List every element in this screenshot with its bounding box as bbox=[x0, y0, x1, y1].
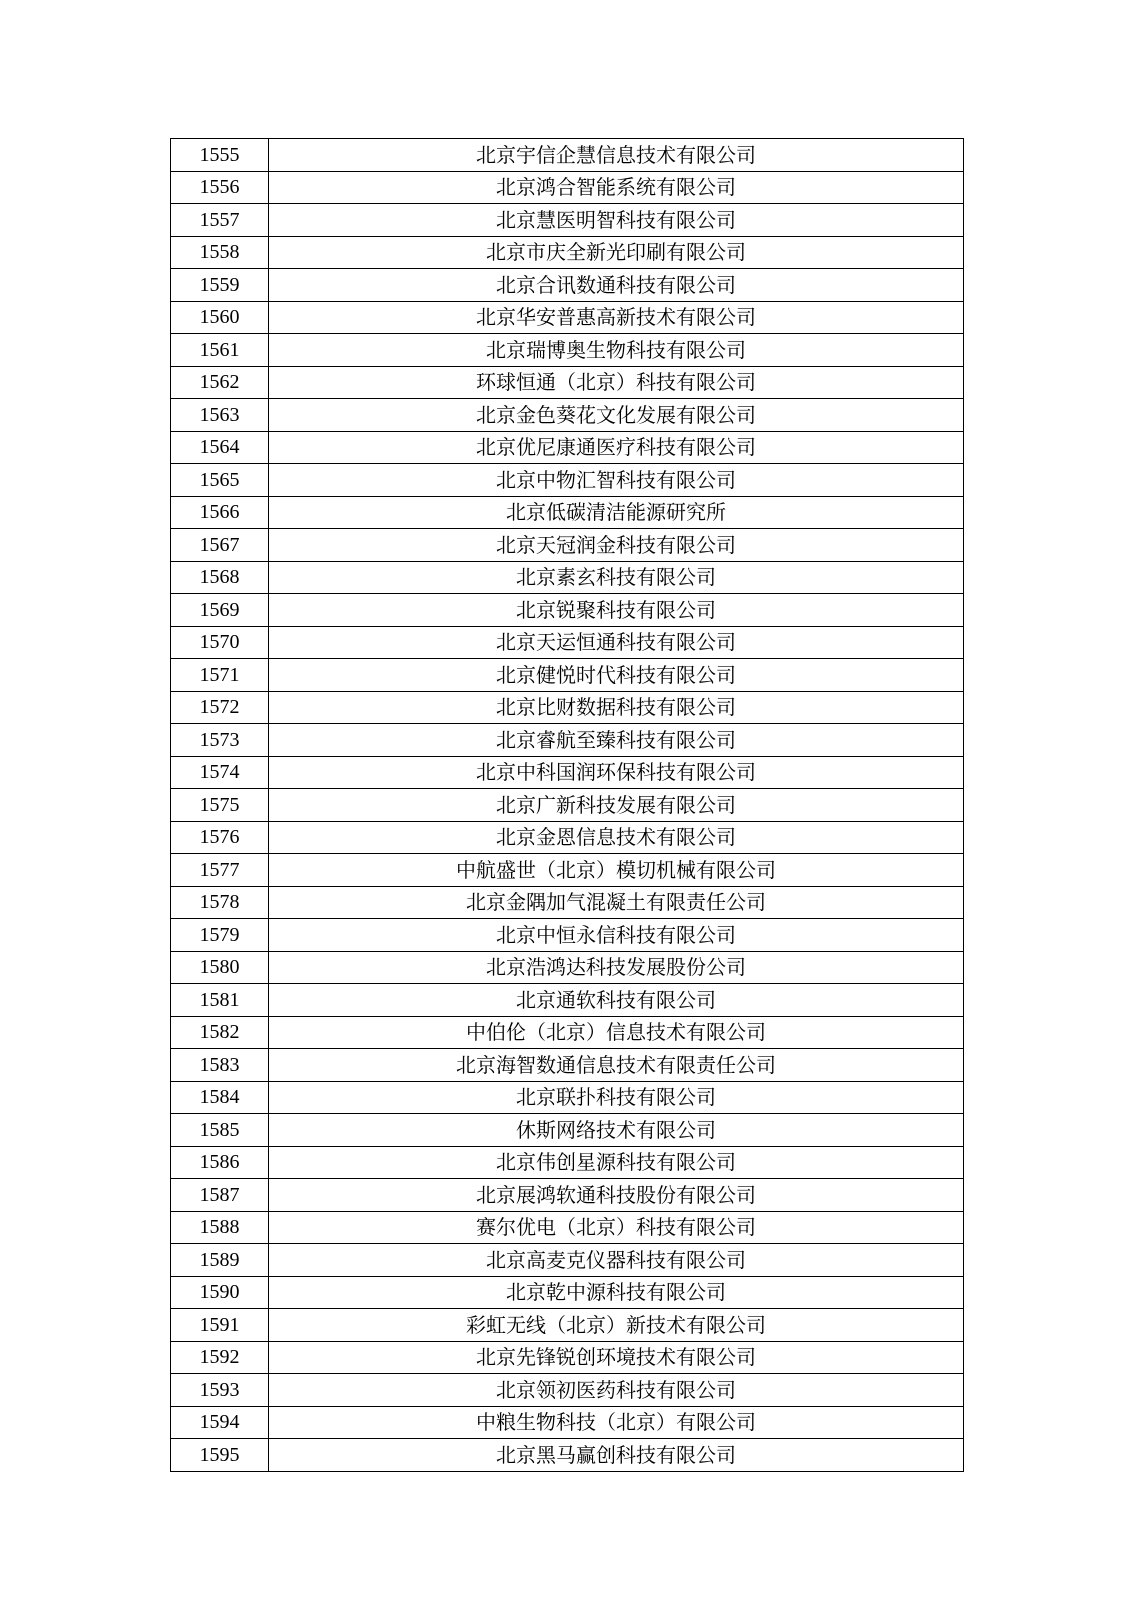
row-number-cell: 1569 bbox=[171, 594, 269, 627]
table-row bbox=[171, 204, 964, 237]
table-row bbox=[171, 691, 964, 724]
table-row bbox=[171, 139, 964, 172]
row-number-cell: 1588 bbox=[171, 1211, 269, 1244]
table-row bbox=[171, 334, 964, 367]
table-row bbox=[171, 821, 964, 854]
company-name-cell: 环球恒通（北京）科技有限公司 bbox=[269, 366, 964, 399]
table-row bbox=[171, 464, 964, 497]
row-number-cell: 1568 bbox=[171, 561, 269, 594]
row-number-cell: 1578 bbox=[171, 886, 269, 919]
row-number-cell: 1589 bbox=[171, 1244, 269, 1277]
company-name-cell: 中航盛世（北京）模切机械有限公司 bbox=[269, 854, 964, 887]
table-row bbox=[171, 594, 964, 627]
row-number-cell: 1595 bbox=[171, 1439, 269, 1472]
company-name-cell: 北京华安普惠高新技术有限公司 bbox=[269, 301, 964, 334]
company-name-cell: 北京鸿合智能系统有限公司 bbox=[269, 171, 964, 204]
row-number-cell: 1579 bbox=[171, 919, 269, 952]
company-list-table bbox=[170, 138, 964, 1472]
table-row bbox=[171, 1341, 964, 1374]
table-row bbox=[171, 854, 964, 887]
company-name-cell: 北京合讯数通科技有限公司 bbox=[269, 269, 964, 302]
row-number-cell: 1586 bbox=[171, 1146, 269, 1179]
table-row bbox=[171, 659, 964, 692]
row-number-cell: 1592 bbox=[171, 1341, 269, 1374]
company-name-cell: 北京金恩信息技术有限公司 bbox=[269, 821, 964, 854]
company-name-cell: 北京金隅加气混凝土有限责任公司 bbox=[269, 886, 964, 919]
table-row bbox=[171, 1049, 964, 1082]
company-name-cell: 彩虹无线（北京）新技术有限公司 bbox=[269, 1309, 964, 1342]
row-number-cell: 1575 bbox=[171, 789, 269, 822]
row-number-cell: 1562 bbox=[171, 366, 269, 399]
table-row bbox=[171, 1211, 964, 1244]
table-row bbox=[171, 1406, 964, 1439]
row-number-cell: 1594 bbox=[171, 1406, 269, 1439]
row-number-cell: 1555 bbox=[171, 139, 269, 172]
company-name-cell: 北京中恒永信科技有限公司 bbox=[269, 919, 964, 952]
row-number-cell: 1591 bbox=[171, 1309, 269, 1342]
table-row bbox=[171, 886, 964, 919]
row-number-cell: 1571 bbox=[171, 659, 269, 692]
company-name-cell: 北京素玄科技有限公司 bbox=[269, 561, 964, 594]
company-name-cell: 北京健悦时代科技有限公司 bbox=[269, 659, 964, 692]
company-name-cell: 北京瑞博奥生物科技有限公司 bbox=[269, 334, 964, 367]
table-row bbox=[171, 1276, 964, 1309]
row-number-cell: 1556 bbox=[171, 171, 269, 204]
table-row bbox=[171, 984, 964, 1017]
company-name-cell: 北京慧医明智科技有限公司 bbox=[269, 204, 964, 237]
row-number-cell: 1559 bbox=[171, 269, 269, 302]
table-row bbox=[171, 1114, 964, 1147]
company-name-cell: 北京通软科技有限公司 bbox=[269, 984, 964, 1017]
company-name-cell: 中伯伦（北京）信息技术有限公司 bbox=[269, 1016, 964, 1049]
table-row bbox=[171, 724, 964, 757]
company-name-cell: 北京市庆全新光印刷有限公司 bbox=[269, 236, 964, 269]
company-name-cell: 中粮生物科技（北京）有限公司 bbox=[269, 1406, 964, 1439]
company-name-cell: 北京联扑科技有限公司 bbox=[269, 1081, 964, 1114]
table-row bbox=[171, 1374, 964, 1407]
table-row bbox=[171, 756, 964, 789]
row-number-cell: 1585 bbox=[171, 1114, 269, 1147]
table-row bbox=[171, 399, 964, 432]
company-name-cell: 北京浩鸿达科技发展股份公司 bbox=[269, 951, 964, 984]
table-row bbox=[171, 1016, 964, 1049]
company-name-cell: 北京锐聚科技有限公司 bbox=[269, 594, 964, 627]
table-row bbox=[171, 1179, 964, 1212]
table-row bbox=[171, 1146, 964, 1179]
company-name-cell: 北京广新科技发展有限公司 bbox=[269, 789, 964, 822]
company-name-cell: 北京天运恒通科技有限公司 bbox=[269, 626, 964, 659]
table-body bbox=[171, 139, 964, 1472]
row-number-cell: 1590 bbox=[171, 1276, 269, 1309]
table-row bbox=[171, 789, 964, 822]
row-number-cell: 1580 bbox=[171, 951, 269, 984]
company-name-cell: 北京海智数通信息技术有限责任公司 bbox=[269, 1049, 964, 1082]
row-number-cell: 1560 bbox=[171, 301, 269, 334]
company-name-cell: 北京高麦克仪器科技有限公司 bbox=[269, 1244, 964, 1277]
table-row bbox=[171, 1081, 964, 1114]
row-number-cell: 1558 bbox=[171, 236, 269, 269]
table-row bbox=[171, 366, 964, 399]
company-name-cell: 北京乾中源科技有限公司 bbox=[269, 1276, 964, 1309]
row-number-cell: 1593 bbox=[171, 1374, 269, 1407]
table-row bbox=[171, 919, 964, 952]
company-name-cell: 北京低碳清洁能源研究所 bbox=[269, 496, 964, 529]
company-name-cell: 北京金色葵花文化发展有限公司 bbox=[269, 399, 964, 432]
table-row bbox=[171, 431, 964, 464]
table-row bbox=[171, 236, 964, 269]
company-name-cell: 北京展鸿软通科技股份有限公司 bbox=[269, 1179, 964, 1212]
table-row bbox=[171, 561, 964, 594]
company-name-cell: 北京黑马赢创科技有限公司 bbox=[269, 1439, 964, 1472]
row-number-cell: 1572 bbox=[171, 691, 269, 724]
row-number-cell: 1567 bbox=[171, 529, 269, 562]
company-name-cell: 北京伟创星源科技有限公司 bbox=[269, 1146, 964, 1179]
company-name-cell: 北京中科国润环保科技有限公司 bbox=[269, 756, 964, 789]
company-name-cell: 北京睿航至臻科技有限公司 bbox=[269, 724, 964, 757]
table-row bbox=[171, 1244, 964, 1277]
row-number-cell: 1574 bbox=[171, 756, 269, 789]
table-row bbox=[171, 626, 964, 659]
row-number-cell: 1557 bbox=[171, 204, 269, 237]
row-number-cell: 1581 bbox=[171, 984, 269, 1017]
row-number-cell: 1564 bbox=[171, 431, 269, 464]
row-number-cell: 1582 bbox=[171, 1016, 269, 1049]
company-name-cell: 北京先锋锐创环境技术有限公司 bbox=[269, 1341, 964, 1374]
company-name-cell: 北京比财数据科技有限公司 bbox=[269, 691, 964, 724]
table-row bbox=[171, 496, 964, 529]
table-row bbox=[171, 1309, 964, 1342]
company-name-cell: 北京领初医药科技有限公司 bbox=[269, 1374, 964, 1407]
row-number-cell: 1576 bbox=[171, 821, 269, 854]
row-number-cell: 1570 bbox=[171, 626, 269, 659]
row-number-cell: 1584 bbox=[171, 1081, 269, 1114]
row-number-cell: 1573 bbox=[171, 724, 269, 757]
row-number-cell: 1561 bbox=[171, 334, 269, 367]
company-name-cell: 北京宇信企慧信息技术有限公司 bbox=[269, 139, 964, 172]
table-row bbox=[171, 529, 964, 562]
table-row bbox=[171, 951, 964, 984]
table-row bbox=[171, 171, 964, 204]
row-number-cell: 1563 bbox=[171, 399, 269, 432]
company-name-cell: 赛尔优电（北京）科技有限公司 bbox=[269, 1211, 964, 1244]
row-number-cell: 1566 bbox=[171, 496, 269, 529]
company-name-cell: 休斯网络技术有限公司 bbox=[269, 1114, 964, 1147]
company-name-cell: 北京优尼康通医疗科技有限公司 bbox=[269, 431, 964, 464]
company-name-cell: 北京中物汇智科技有限公司 bbox=[269, 464, 964, 497]
row-number-cell: 1583 bbox=[171, 1049, 269, 1082]
row-number-cell: 1565 bbox=[171, 464, 269, 497]
table-row bbox=[171, 1439, 964, 1472]
row-number-cell: 1577 bbox=[171, 854, 269, 887]
row-number-cell: 1587 bbox=[171, 1179, 269, 1212]
table-row bbox=[171, 301, 964, 334]
company-name-cell: 北京天冠润金科技有限公司 bbox=[269, 529, 964, 562]
table-row bbox=[171, 269, 964, 302]
